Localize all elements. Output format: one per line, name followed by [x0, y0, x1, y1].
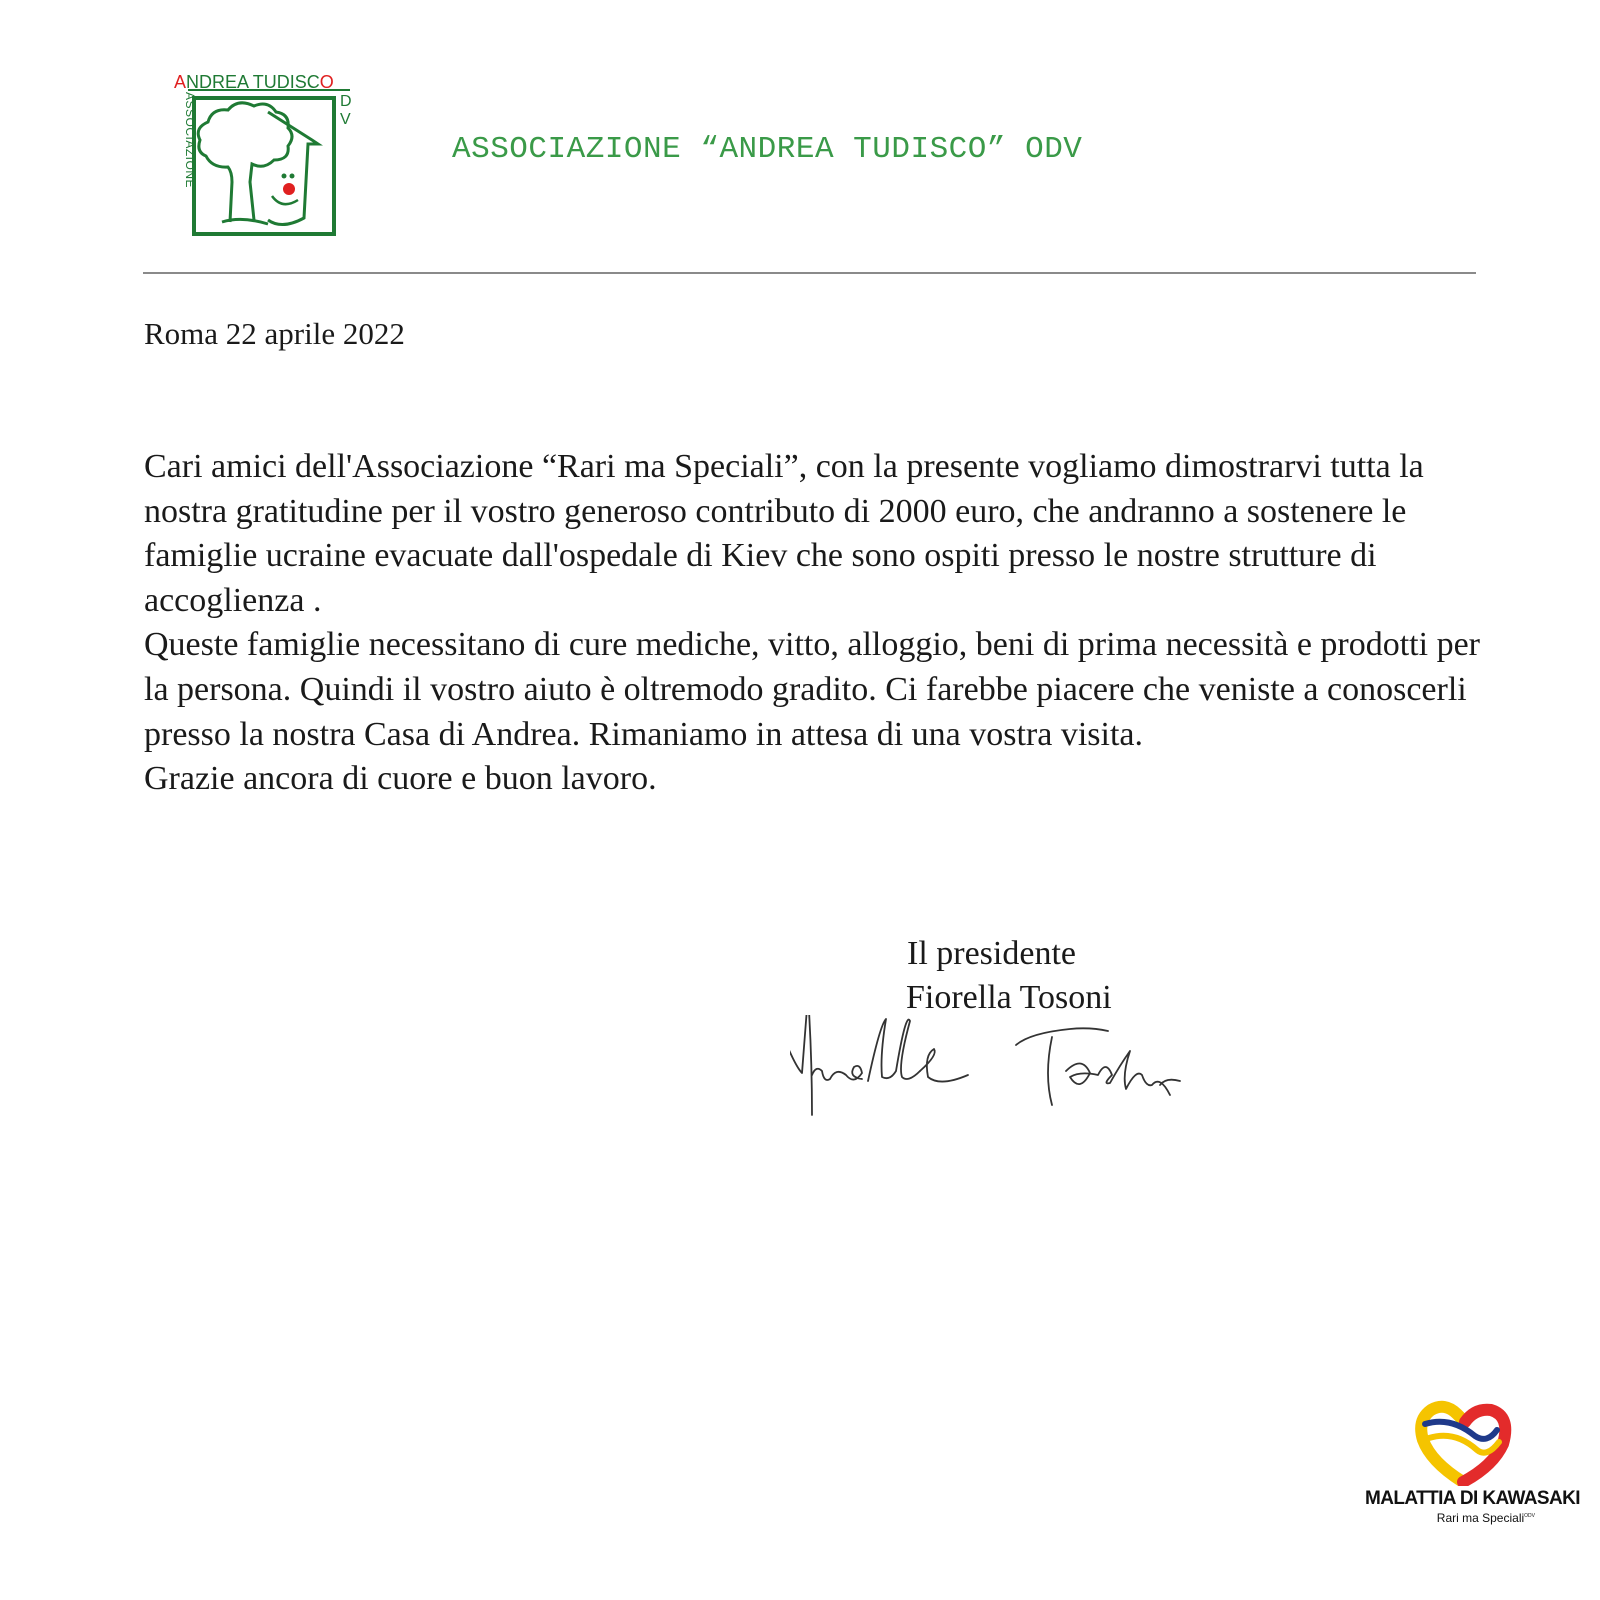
letter-date: Roma 22 aprile 2022 — [144, 316, 405, 351]
kawasaki-logo-subtitle — [1365, 1511, 1565, 1525]
header-divider — [143, 272, 1476, 274]
organization-header: ASSOCIAZIONE “ANDREA TUDISCO” ODV — [452, 132, 1083, 167]
letter-paragraph: Queste famiglie necessitano di cure mediche, vitto, alloggio, beni di prima necessità e prodotti per la persona. Quindi il vostro aiuto è oltremodo gradito. Ci farebbe piacere che veniste a conoscerli presso la nostra Casa di Andrea. Rimaniamo in attesa di una vostra visita. — [144, 626, 1480, 753]
kawasaki-logo-name: MALATTIA DI KAWASAKI — [1365, 1488, 1580, 1509]
letter-paragraph: Grazie ancora di cuore e buon lavoro. — [144, 760, 657, 798]
signatory-title: Il presidente — [907, 935, 1076, 972]
letter-paragraph: Cari amici dell'Associazione “Rari ma Speciali”, con la presente vogliamo dimostrarvi tutta la nostra gratitudine per il vostro generoso contributo di 2000 euro, che andranno a sostenere le famiglie ucraine evacuate dall'ospedale di Kiev che sono ospiti presso le nostre strutture di accoglienza . — [144, 448, 1424, 619]
letter-closing — [880, 932, 1260, 1020]
kawasaki-logo-odv: ODV — [1524, 1513, 1535, 1519]
kawasaki-association-logo — [1365, 1400, 1580, 1540]
kawasaki-logo-tagline: Rari ma Speciali — [1436, 1511, 1525, 1525]
svg-text:D: D — [340, 93, 352, 110]
andrea-tudisco-logo — [172, 72, 360, 240]
svg-text:V: V — [340, 111, 351, 128]
signatory-name: Fiorella Tosoni — [906, 979, 1112, 1016]
svg-text:ASSOCIAZIONE: ASSOCIAZIONE — [183, 92, 197, 189]
handwritten-signature — [790, 1015, 1220, 1165]
letter-body — [144, 445, 1484, 802]
svg-text:ANDREA TUDISCO: ANDREA TUDISCO — [174, 72, 334, 92]
